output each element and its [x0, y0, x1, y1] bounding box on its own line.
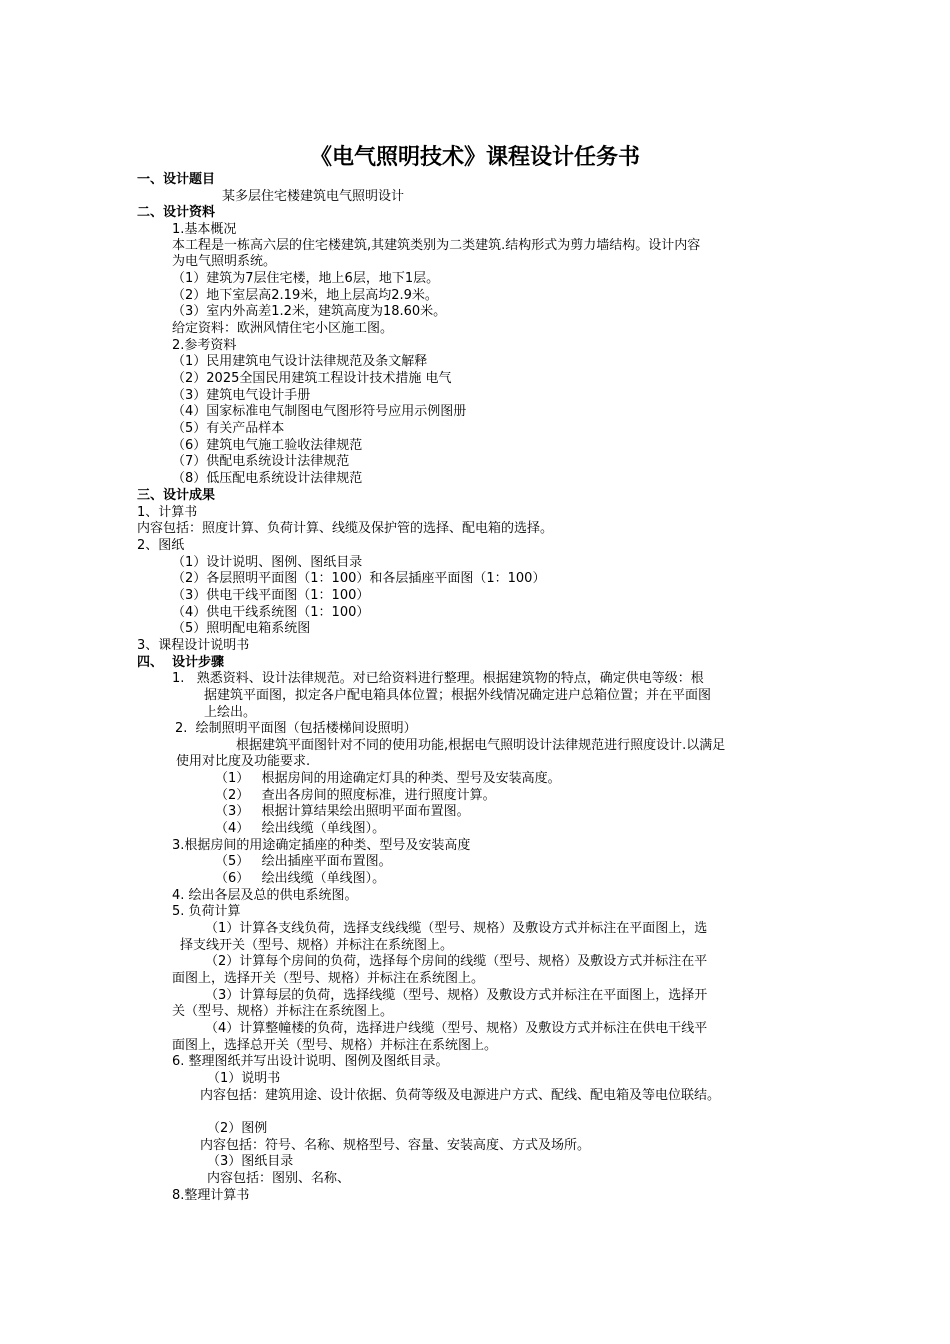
- step-sub-item: （6） 绘出线缆（单线图）。: [215, 871, 386, 886]
- building-info-item: （2）地下室层高2.19米，地上层高均2.9米。: [172, 288, 438, 303]
- section-heading-steps: 四、 设计步骤: [137, 655, 225, 670]
- step-sub-item: （5） 绘出插座平面布置图。: [215, 854, 392, 869]
- drawing-item: （5）照明配电箱系统图: [172, 621, 311, 636]
- basic-overview-text: 为电气照明系统。: [172, 254, 277, 269]
- load-calc-item: （1）计算各支线负荷，选择支线线缆（型号、规格）及敷设方式并标注在平面图上，选: [205, 921, 708, 936]
- load-calc-item: 关（型号、规格）并标注在系统图上。: [172, 1004, 394, 1019]
- drawing-item: （3）供电干线平面图（1：100）: [172, 588, 370, 603]
- building-info-item: （3）室内外高差1.2米，建筑高度为18.60米。: [172, 304, 447, 319]
- step-title: 6. 整理图纸并写出设计说明、图例及图纸目录。: [172, 1054, 449, 1069]
- load-calc-item: （2）计算每个房间的负荷，选择每个房间的线缆（型号、规格）及敷设方式并标注在平: [205, 954, 708, 969]
- step-sub-item: （1） 根据房间的用途确定灯具的种类、型号及安装高度。: [215, 771, 561, 786]
- reference-item: （1）民用建筑电气设计法律规范及条文解释: [172, 354, 428, 369]
- step-sub-item: （2） 查出各房间的照度标准，进行照度计算。: [215, 788, 496, 803]
- load-calc-item: 面图上，选择总开关（型号、规格）并标注在系统图上。: [172, 1038, 498, 1053]
- building-info-item: （1）建筑为7层住宅楼，地上6层，地下1层。: [172, 271, 440, 286]
- step-title: 5. 负荷计算: [172, 904, 241, 919]
- sub-section-content: 内容包括：建筑用途、设计依据、负荷等级及电源进户方式、配线、配电箱及等电位联结。: [200, 1088, 721, 1103]
- sub-section-content: 内容包括：图别、名称、: [207, 1171, 351, 1186]
- reference-item: （4）国家标准电气制图电气图形符号应用示例图册: [172, 404, 467, 419]
- step-text: 上绘出。: [204, 705, 257, 720]
- load-calc-item: 择支线开关（型号、规格）并标注在系统图上。: [180, 938, 454, 953]
- sub-section-title: （2）图例: [207, 1121, 268, 1136]
- load-calc-item: （4）计算整幢楼的负荷，选择进户线缆（型号、规格）及敷设方式并标注在供电干线平: [205, 1021, 708, 1036]
- reference-item: （8）低压配电系统设计法律规范: [172, 471, 363, 486]
- step-text: 据建筑平面图，拟定各户配电箱具体位置；根据外线情况确定进户总箱位置；并在平面图: [204, 688, 712, 703]
- reference-item: （3）建筑电气设计手册: [172, 388, 311, 403]
- sub-section-title: （3）图纸目录: [207, 1154, 294, 1169]
- calc-book-content: 内容包括：照度计算、负荷计算、线缆及保护管的选择、配电箱的选择。: [137, 521, 554, 536]
- step-title: 8.整理计算书: [172, 1188, 250, 1203]
- step-sub-item: （3） 根据计算结果绘出照明平面布置图。: [215, 804, 470, 819]
- reference-item: （5）有关产品样本: [172, 421, 285, 436]
- section-heading-materials: 二、设计资料: [137, 205, 216, 220]
- drawing-item: （2）各层照明平面图（1：100）和各层插座平面图（1：100）: [172, 571, 546, 586]
- step-text: 根据建筑平面图针对不同的使用功能,根据电气照明设计法律规范进行照度设计.以满足: [236, 738, 726, 753]
- calc-book-title: 1、计算书: [137, 505, 198, 520]
- course-manual-title: 3、课程设计说明书: [137, 638, 250, 653]
- sub-section-content: 内容包括：符号、名称、规格型号、容量、安装高度、方式及场所。: [200, 1138, 591, 1153]
- drawing-item: （1）设计说明、图例、图纸目录: [172, 555, 363, 570]
- reference-item: （6）建筑电气施工验收法律规范: [172, 438, 363, 453]
- sub-section-title: （1）说明书: [207, 1071, 281, 1086]
- reference-item: （2）2025全国民用建筑工程设计技术措施 电气: [172, 371, 452, 386]
- basic-overview-title: 1.基本概况: [172, 222, 237, 237]
- step-text: 使用对比度及功能要求.: [176, 754, 311, 769]
- step-text: 1. 熟悉资料、设计法律规范。对已给资料进行整理。根据建筑物的特点，确定供电等级：根: [172, 671, 704, 686]
- basic-overview-text: 本工程是一栋高六层的住宅楼建筑,其建筑类别为二类建筑.结构形式为剪力墙结构。设计内容: [172, 238, 701, 253]
- given-materials: 给定资料：欧洲风情住宅小区施工图。: [172, 321, 394, 336]
- step-title: 2. 绘制照明平面图（包括楼梯间设照明）: [175, 721, 417, 736]
- step-title: 4. 绘出各层及总的供电系统图。: [172, 888, 358, 903]
- step-title: 3.根据房间的用途确定插座的种类、型号及安装高度: [172, 838, 471, 853]
- section-heading-topic: 一、设计题目: [137, 172, 216, 187]
- references-title: 2.参考资料: [172, 338, 237, 353]
- drawings-title: 2、图纸: [137, 538, 185, 553]
- section-heading-results: 三、设计成果: [137, 488, 216, 503]
- design-topic: 某多层住宅楼建筑电气照明设计: [222, 189, 405, 204]
- reference-item: （7）供配电系统设计法律规范: [172, 454, 350, 469]
- step-sub-item: （4） 绘出线缆（单线图）。: [215, 821, 386, 836]
- load-calc-item: （3）计算每层的负荷，选择线缆（型号、规格）及敷设方式并标注在平面图上，选择开: [205, 988, 708, 1003]
- drawing-item: （4）供电干线系统图（1：100）: [172, 605, 370, 620]
- load-calc-item: 面图上，选择开关（型号、规格）并标注在系统图上。: [172, 971, 485, 986]
- document-title: 《电气照明技术》课程设计任务书: [309, 145, 640, 170]
